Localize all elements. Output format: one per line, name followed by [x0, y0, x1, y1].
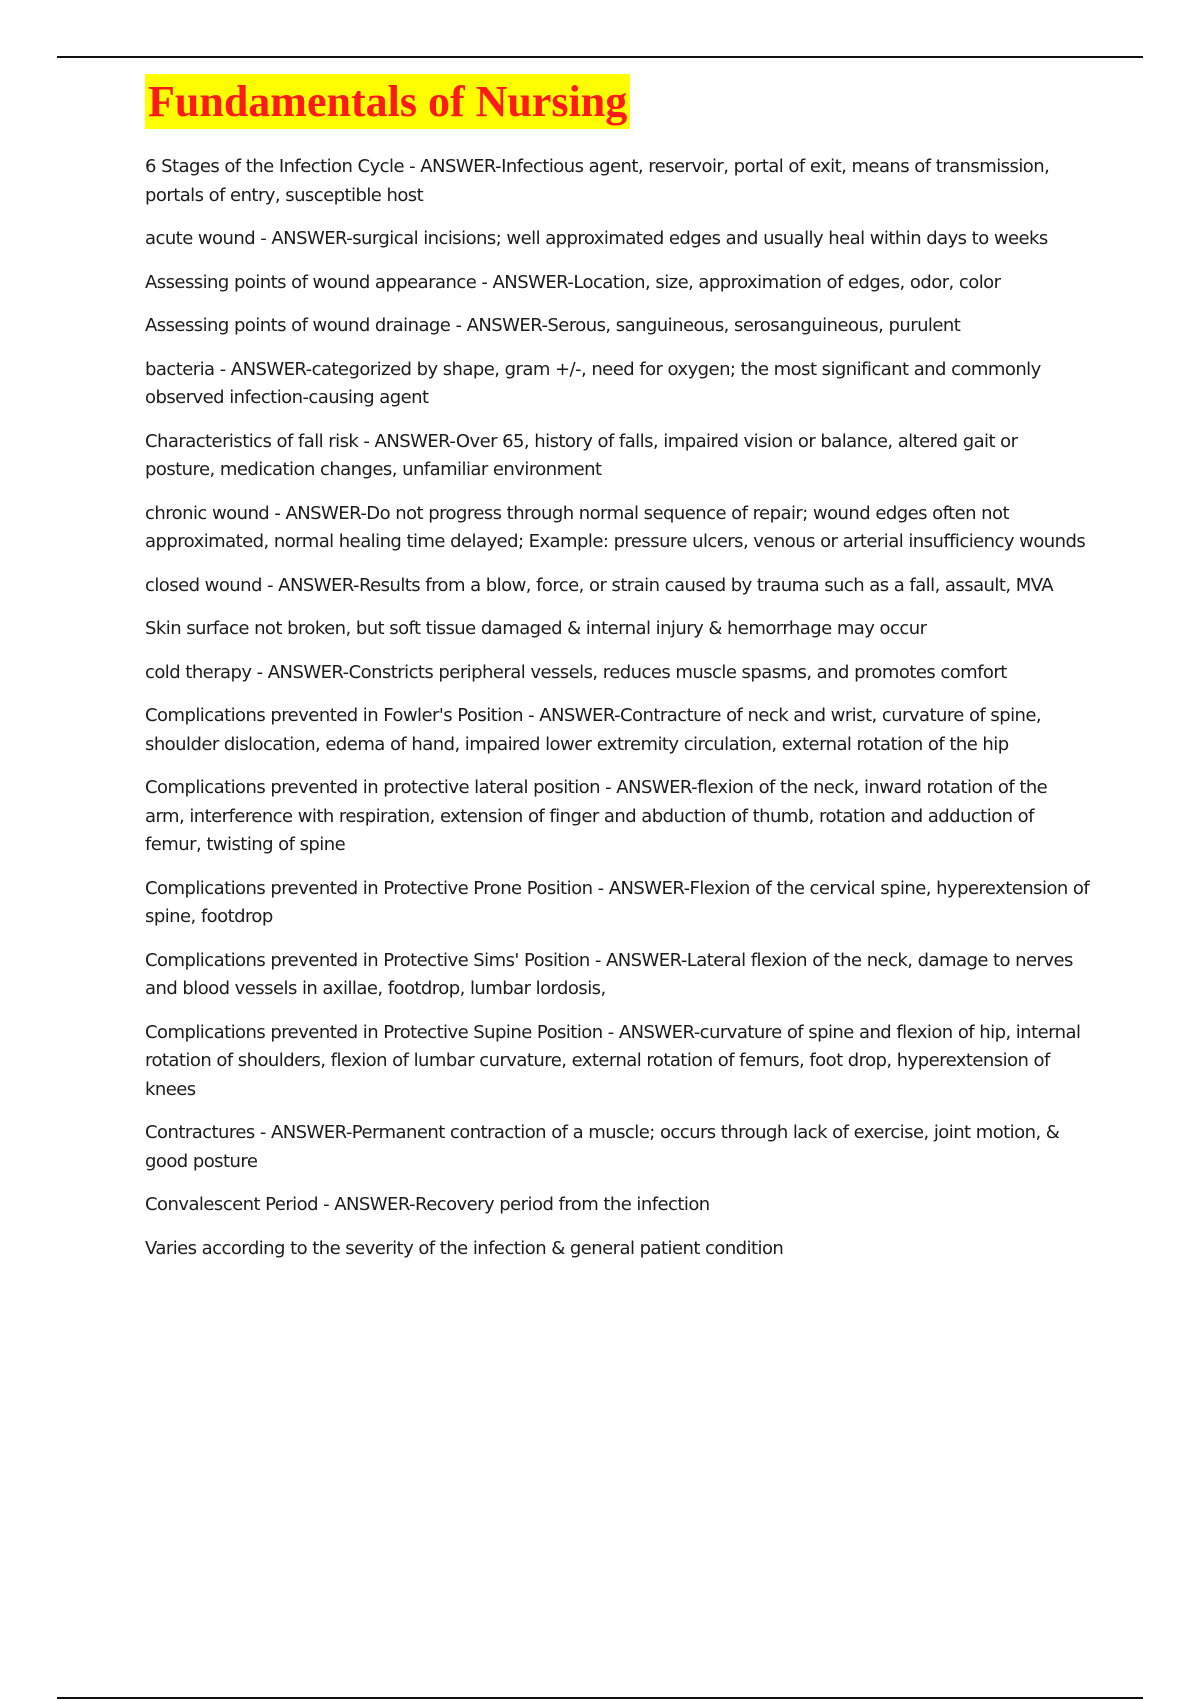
entry-infection-cycle: 6 Stages of the Infection Cycle - ANSWER-Infectious agent, reservoir, portal of exit, means of transmission, portals of entry, susceptible host — [145, 156, 1050, 206]
entry-acute-wound: acute wound - ANSWER-surgical incisions; well approximated edges and usually heal within days to weeks — [145, 228, 1048, 249]
entry-fowlers-position: Complications prevented in Fowler's Position - ANSWER-Contracture of neck and wrist, curvature of spine, shoulder dislocation, edema of hand, impaired lower extremity circulation, external rotation of the hip — [145, 705, 1042, 755]
document-title: Fundamentals of Nursing — [145, 74, 630, 129]
entry-chronic-wound: chronic wound - ANSWER-Do not progress through normal sequence of repair; wound edges often not approximated, normal healing time delayed; Example: pressure ulcers, venous or arterial insufficiency wounds — [145, 502, 1086, 552]
entry-lateral-position: Complications prevented in protective lateral position - ANSWER-flexion of the neck, inward rotation of the arm, interference with respiration, extension of finger and abduction of thumb, rotation and adduction of femur, twisting of spine — [145, 777, 1048, 855]
entry-fall-risk: Characteristics of fall risk - ANSWER-Over 65, history of falls, impaired vision or balance, altered gait or posture, medication changes, unfamiliar environment — [145, 430, 1018, 480]
entry-closed-wound-detail: Skin surface not broken, but soft tissue damaged & internal injury & hemorrhage may occur — [145, 618, 927, 639]
entry-sims-position: Complications prevented in Protective Sims' Position - ANSWER-Lateral flexion of the neck, damage to nerves and blood vessels in axillae, footdrop, lumbar lordosis, — [145, 949, 1073, 999]
entry-cold-therapy: cold therapy - ANSWER-Constricts peripheral vessels, reduces muscle spasms, and promotes comfort — [145, 661, 1007, 683]
entry-wound-appearance: Assessing points of wound appearance - ANSWER-Location, size, approximation of edges, odor, color — [145, 271, 1001, 293]
entry-prone-position: Complications prevented in Protective Prone Position - ANSWER-Flexion of the cervical spine, hyperextension of spine, footdrop — [145, 877, 1090, 927]
entry-list — [145, 153, 1090, 1278]
entry-bacteria: bacteria - ANSWER-categorized by shape, gram +/-, need for oxygen; the most significant and commonly observed infection-causing agent — [145, 358, 1041, 408]
entry-convalescent-period: Convalescent Period - ANSWER-Recovery period from the infection — [145, 1194, 710, 1215]
entry-supine-position: Complications prevented in Protective Supine Position - ANSWER-curvature of spine and flexion of hip, internal rotation of shoulders, flexion of lumbar curvature, external rotation of femurs, foot drop, hyperextension of knees — [145, 1021, 1081, 1100]
entry-contractures: Contractures - ANSWER-Permanent contraction of a muscle; occurs through lack of exercise, joint motion, & good posture — [145, 1122, 1060, 1172]
header-rule — [57, 56, 1143, 58]
entry-convalescent-detail: Varies according to the severity of the infection & general patient condition — [145, 1237, 784, 1259]
entry-wound-drainage: Assessing points of wound drainage - ANSWER-Serous, sanguineous, serosanguineous, purulent — [145, 315, 961, 336]
entry-closed-wound: closed wound - ANSWER-Results from a blow, force, or strain caused by trauma such as a fall, assault, MVA — [145, 574, 1054, 596]
title-block — [145, 73, 630, 130]
footer-rule — [57, 1697, 1143, 1699]
